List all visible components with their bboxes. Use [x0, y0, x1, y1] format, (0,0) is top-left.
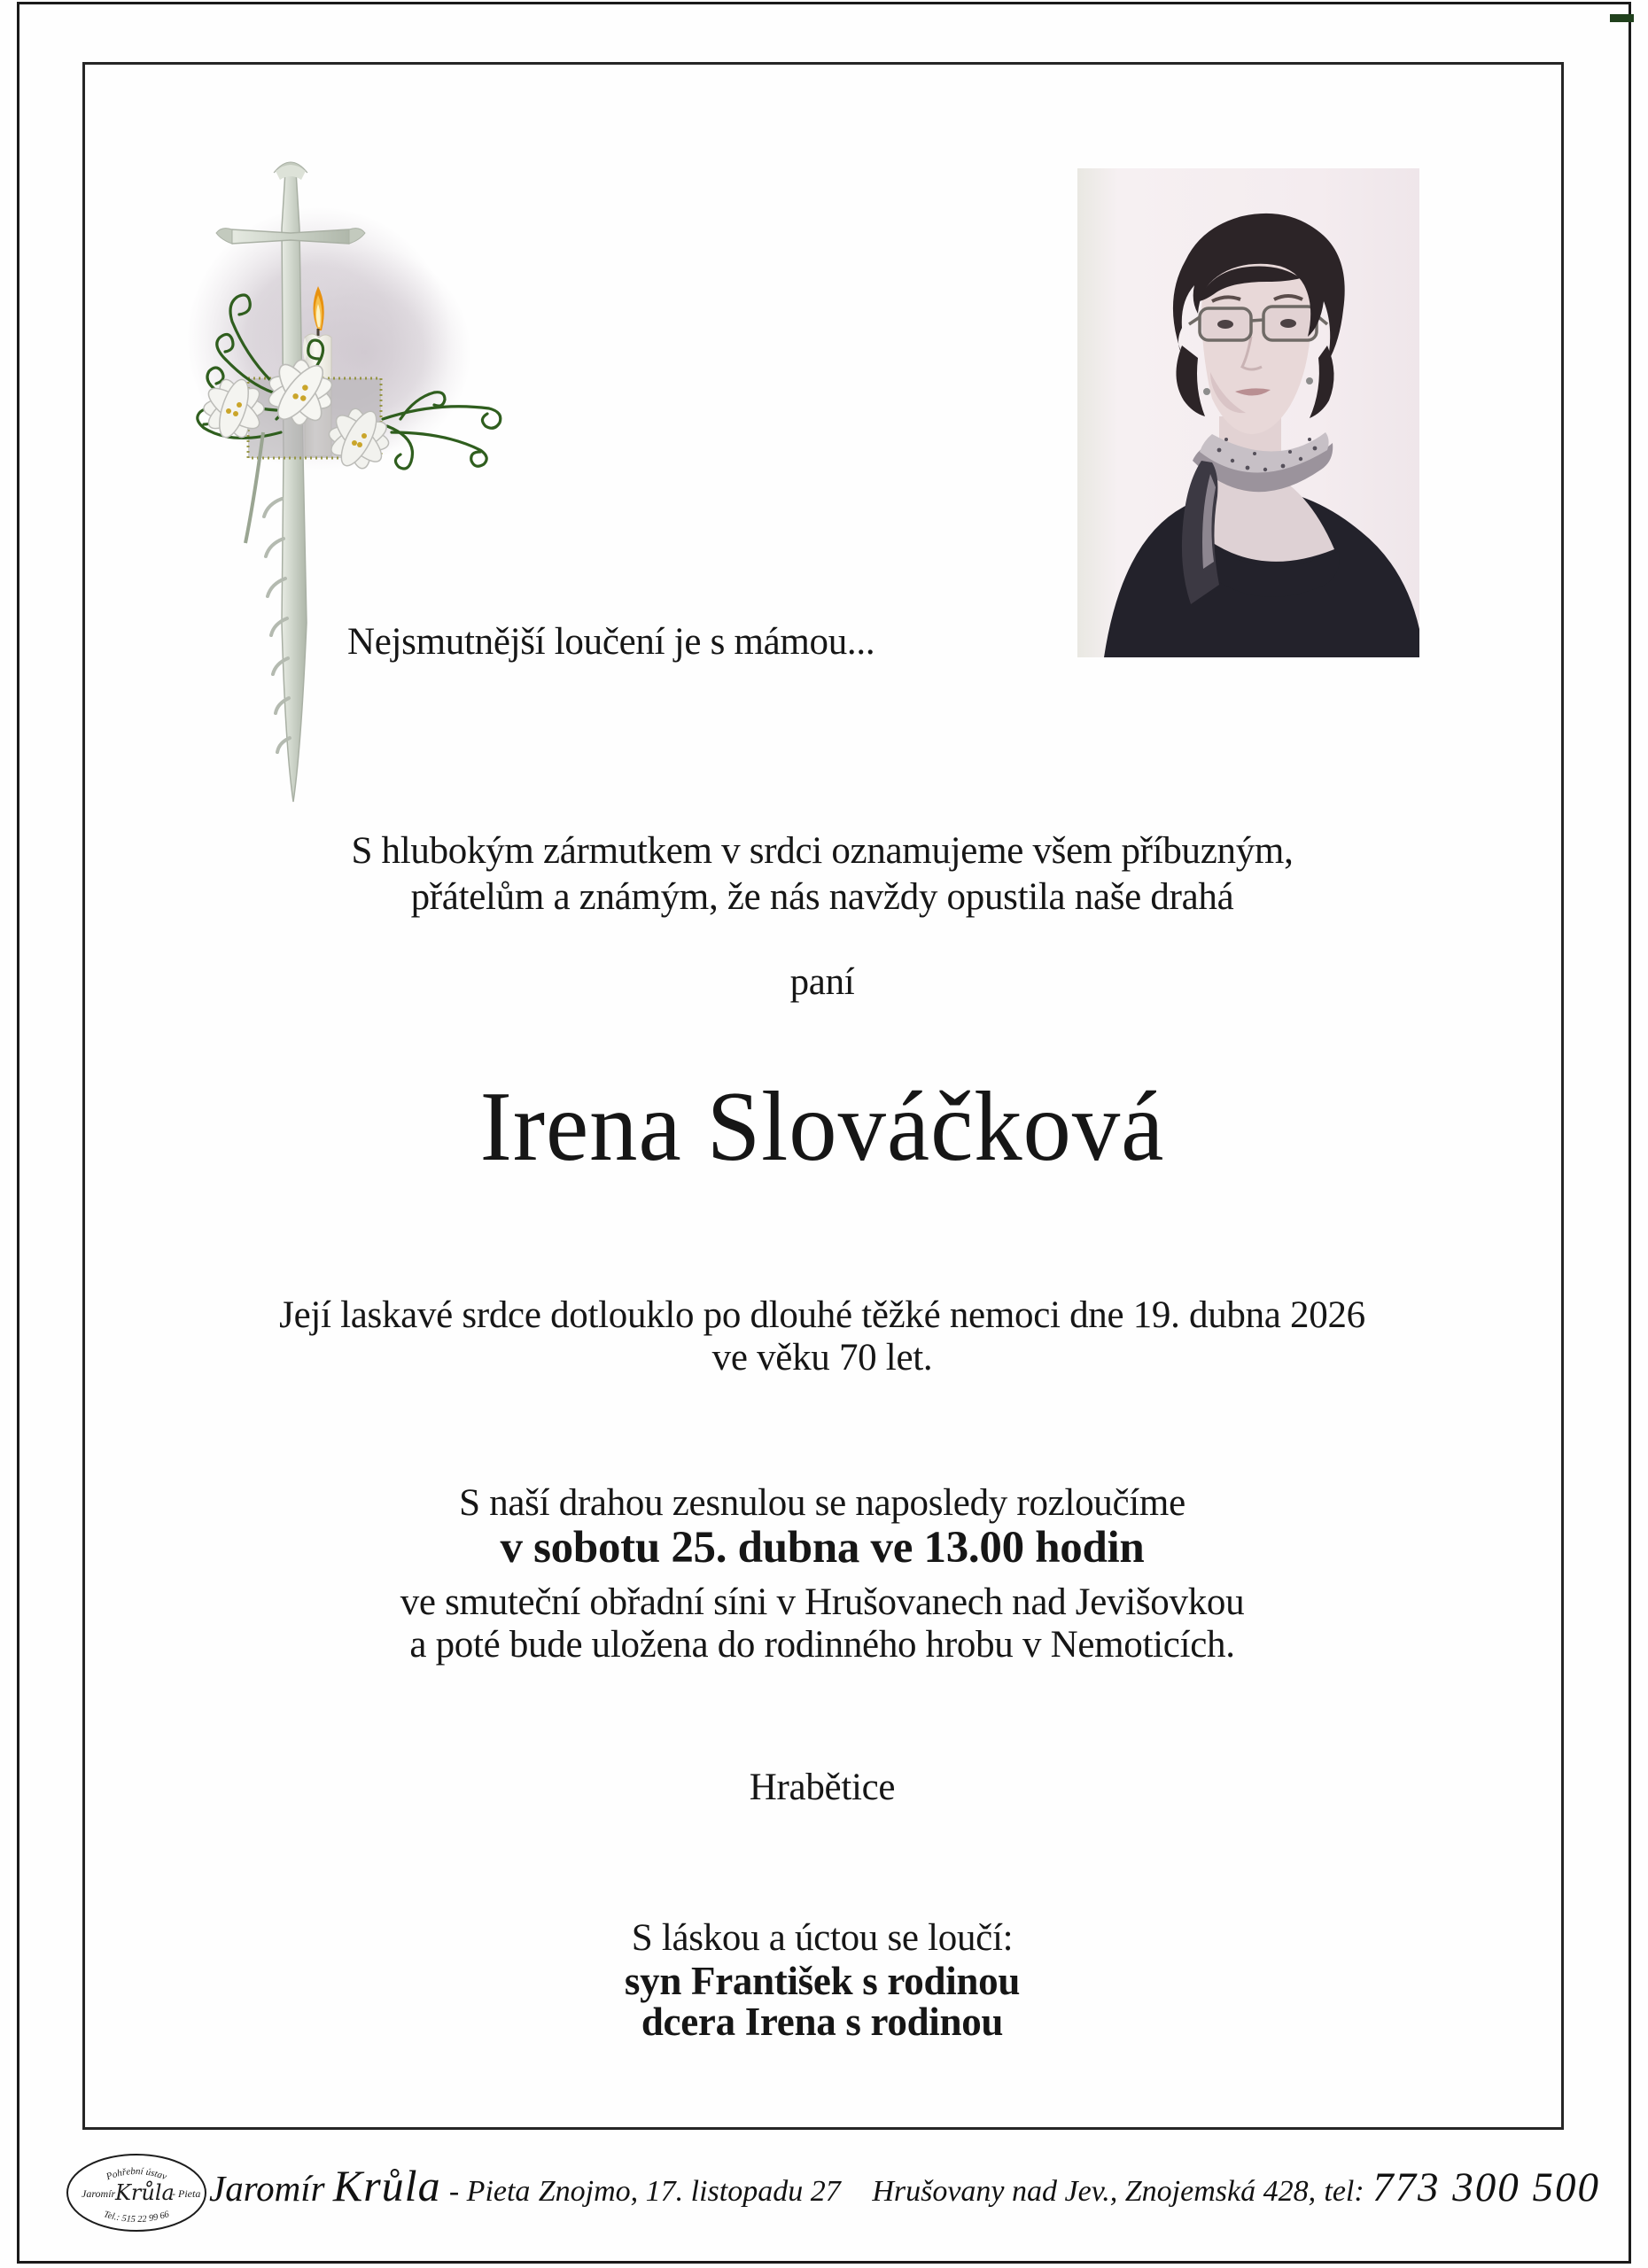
green-corner-mark-icon: [1610, 14, 1634, 22]
logo-name-first: Jaromír: [82, 2187, 116, 2200]
footer-name-first: Jaromír: [209, 2168, 325, 2209]
footer-tel-label: tel:: [1324, 2175, 1364, 2208]
footer-city-address: Znojmo, 17. listopadu 27: [538, 2175, 841, 2208]
farewell-place-2: a poté bude uložena do rodinného hrobu v Nemoticích.: [409, 1624, 1235, 1666]
farewell-intro: S naší drahou zesnulou se naposledy rozloučíme: [459, 1482, 1185, 1524]
farewell-datetime: v sobotu 25. dubna ve 13.00 hodin: [500, 1523, 1145, 1573]
death-line-2: ve věku 70 let.: [711, 1337, 933, 1379]
footer-name-suffix: - Pieta: [448, 2175, 531, 2208]
title-prefix: paní: [789, 961, 855, 1003]
epigraph-text: Nejsmutnější loučení je s mámou...: [347, 621, 875, 663]
farewell-place-1: ve smuteční obřadní síni v Hrušovanech nad Jevišovkou: [400, 1581, 1245, 1623]
announcement-line-2: přátelům a známým, že nás navždy opustila naše drahá: [410, 876, 1234, 918]
logo-top-text: Pohřební ústav: [105, 2165, 168, 2183]
logo-name-suffix: - Pieta: [172, 2187, 201, 2200]
mourner-1: syn František s rodinou: [624, 1959, 1021, 2003]
footer-name-last: Krůla: [332, 2161, 441, 2210]
mourner-2: dcera Irena s rodinou: [641, 2000, 1004, 2044]
footer-address-line: [209, 2160, 1600, 2211]
footer-address2: Hrušovany nad Jev., Znojemská 428,: [872, 2175, 1317, 2208]
closing-intro: S láskou a úctou se loučí:: [631, 1917, 1014, 1959]
logo-phone: Tel.: 515 22 99 66: [102, 2210, 171, 2225]
town-name: Hrabětice: [749, 1767, 896, 1808]
footer-phone-number: 773 300 500: [1372, 2164, 1600, 2210]
announcement-line-1: S hlubokým zármutkem v srdci oznamujeme všem příbuzným,: [351, 830, 1294, 872]
deceased-portrait-photo: [1077, 168, 1419, 657]
deceased-name: Irena Slováčková: [479, 1072, 1165, 1182]
funeral-home-logo: [64, 2151, 209, 2234]
logo-name-last: Krůla: [115, 2180, 175, 2205]
cross-candle-lilies-artwork-icon: [99, 127, 530, 811]
death-line-1: Její laskavé srdce dotlouklo po dlouhé těžké nemoci dne 19. dubna 2026: [279, 1294, 1365, 1336]
